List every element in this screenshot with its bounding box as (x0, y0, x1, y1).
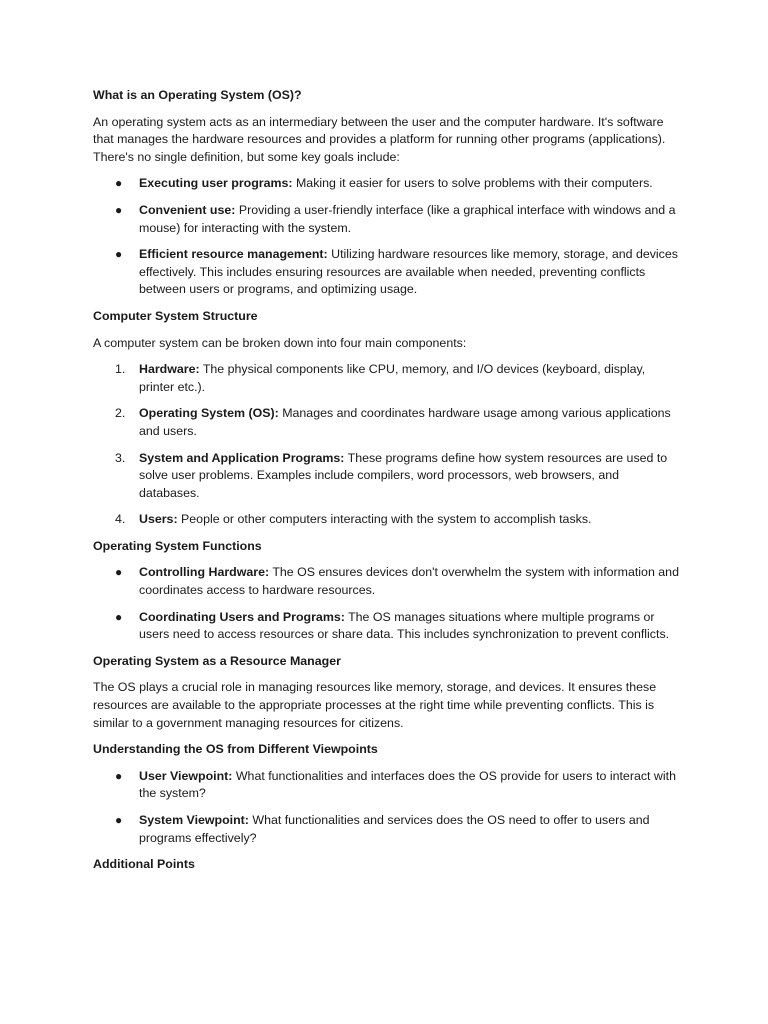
item-text: Utilizing hardware resources like memory, storage, and devices effectively. This includes ensuring resources are available when needed, preventing conflicts between users or programs, and optimizing usage. (139, 247, 678, 297)
item-number: 4. (115, 512, 126, 527)
item-lead: Executing user programs: (139, 176, 293, 191)
document-body (93, 87, 681, 883)
item-text: Providing a user-friendly interface (like a graphical interface with windows and a mouse) for interacting with the system. (139, 202, 676, 235)
item-text: Manages and coordinates hardware usage among various applications and users. (139, 406, 671, 438)
bullet-icon: ● (115, 565, 123, 580)
list-item (93, 609, 681, 644)
item-lead: Efficient resource management: (139, 247, 328, 262)
bullet-icon: ● (115, 813, 123, 827)
bullet-icon: ● (115, 247, 123, 262)
item-text: Making it easier for users to solve problems with their computers. (292, 176, 653, 191)
item-number: 1. (115, 362, 126, 377)
section-heading: Computer System Structure (93, 308, 258, 323)
bullet-icon: ● (115, 768, 123, 783)
bullet-icon: ● (115, 176, 123, 191)
bullet-list (93, 768, 681, 847)
numbered-list (93, 361, 681, 529)
list-item (93, 175, 681, 193)
item-lead: Operating System (OS): (139, 406, 279, 421)
section-heading: Operating System as a Resource Manager (93, 653, 341, 668)
paragraph: The OS plays a crucial role in managing resources like memory, storage, and devices. It ensures these resources are available to the appropriate processes at the right time while preventing conflicts. This is similar to a government managing resources for citizens. (93, 680, 657, 730)
list-item (93, 405, 681, 440)
item-text: What functionalities and interfaces does the OS provide for users to interact with the system? (139, 768, 676, 801)
section-heading: Understanding the OS from Different Viewpoints (93, 742, 378, 757)
item-lead: User Viewpoint: (139, 768, 233, 783)
item-text: What functionalities and services does the OS need to offer to users and programs effectively? (139, 813, 650, 845)
list-item (93, 812, 681, 847)
item-lead: System and Application Programs: (139, 450, 345, 465)
item-lead: Hardware: (139, 362, 200, 377)
section-heading: Operating System Functions (93, 538, 262, 553)
list-item (93, 202, 681, 237)
list-item (93, 450, 681, 503)
item-text: The OS manages situations where multiple programs or users need to access resources or share data. This includes synchronization to prevent conflicts. (139, 609, 670, 642)
paragraph: A computer system can be broken down into four main components: (93, 335, 467, 350)
item-text: People or other computers interacting with the system to accomplish tasks. (177, 512, 592, 527)
item-lead: Users: (139, 512, 178, 527)
bullet-icon: ● (115, 202, 123, 217)
item-number: 2. (115, 406, 126, 421)
bullet-icon: ● (115, 609, 123, 624)
item-text: The OS ensures devices don't overwhelm the system with information and coordinates access to hardware resources. (139, 565, 679, 598)
list-item (93, 564, 681, 599)
list-item (93, 511, 681, 529)
list-item (93, 768, 681, 803)
section-heading: What is an Operating System (OS)? (93, 88, 302, 102)
bullet-list (93, 175, 681, 299)
item-lead: Convenient use: (139, 202, 236, 217)
item-lead: Controlling Hardware: (139, 565, 270, 580)
list-item (93, 246, 681, 299)
list-item (93, 361, 681, 396)
item-lead: Coordinating Users and Programs: (139, 609, 345, 624)
bullet-list (93, 564, 681, 643)
item-text: The physical components like CPU, memory, and I/O devices (keyboard, display, printer etc.). (139, 362, 646, 394)
paragraph: An operating system acts as an intermediary between the user and the computer hardware. It's software that manages the hardware resources and provides a platform for running other programs (applications). There's no single definition, but some key goals include: (93, 114, 666, 164)
item-lead: System Viewpoint: (139, 813, 249, 827)
item-text: These programs define how system resources are used to solve user problems. Examples include compilers, word processors, web browsers, and databases. (139, 450, 668, 500)
section-heading: Additional Points (93, 857, 195, 872)
item-number: 3. (115, 450, 126, 465)
